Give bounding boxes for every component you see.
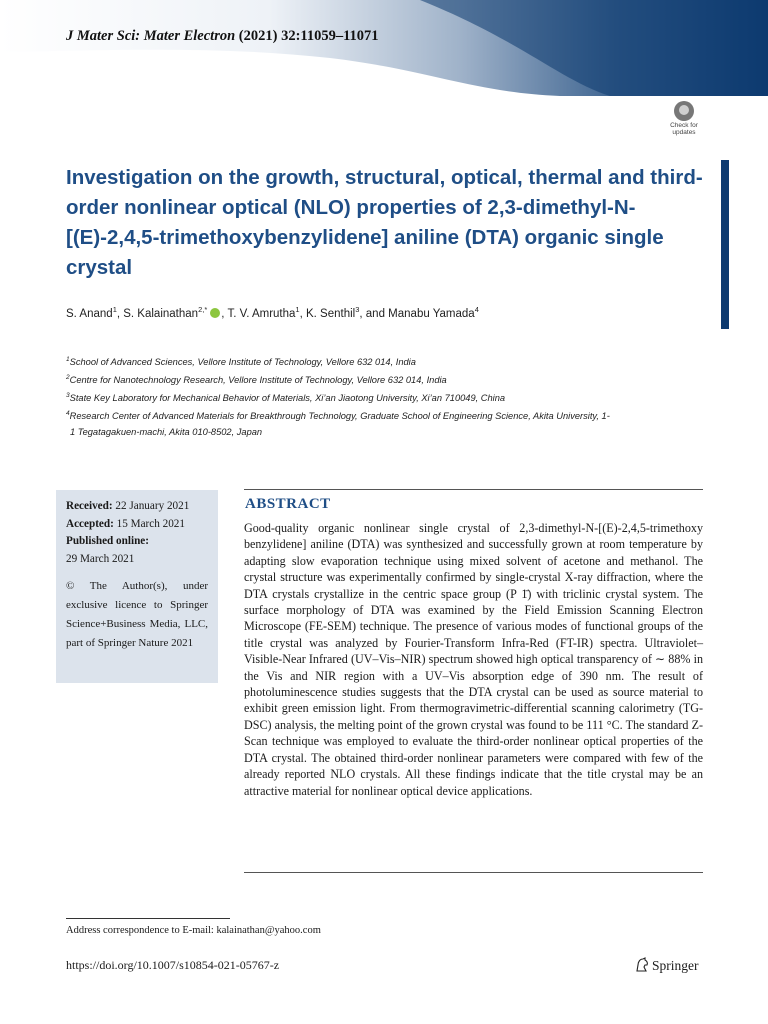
check-for-updates-badge[interactable] <box>666 101 702 135</box>
author-name: K. Senthil <box>305 307 356 320</box>
journal-name: J Mater Sci: Mater Electron <box>66 28 236 44</box>
title-accent-bar <box>721 160 729 329</box>
article-info-box: Received: 22 January 2021 Accepted: 15 March 2021 Published online: 29 March 2021 © The Author(s), under exclusive licence to Springer Science+Business Media, LLC, part of Springer Nature 2021 <box>56 490 218 683</box>
author-name: T. V. Amrutha <box>227 307 296 320</box>
author-list: S. Anand$^1$, S. Kalainathan$^{2,*}$ , T. V. Amrutha$^1$, K. Senthil$^3$, and Manabu Yamada$^4$ <box>66 305 479 320</box>
received-date: 22 January 2021 <box>115 500 190 512</box>
check-updates-line1: Check for <box>670 122 698 129</box>
affiliation: $^1$School of Advanced Sciences, Vellore Institute of Technology, Vellore 632 014, India <box>66 356 416 368</box>
abstract-text: Good-quality organic nonlinear single crystal of 2,3-dimethyl-N-[(E)-2,4,5-trimethoxy benzylidene] aniline (DTA) was synthesized and successfully grown at room temperature by adapting slow evaporation technique using mixed solvent of acetone and methanol. The crystal structure was experimentally confirmed by single-crystal X-ray diffraction, where the DTA crystals crystallize in the centric space group (P 1̄) with triclinic crystal system. The surface morphology of DTA was examined by the Field Emission Scanning Electron Microscope (FE-SEM) technique. The presence of various modes of functional groups of the title crystal was analyzed by Fourier-Transform Infra-Red (FT-IR) spectra. Ultraviolet–Visible-Near Infrared (UV–Vis–NIR) spectrum showed high optical transparency of ∼ 88% in the Vis and NIR region with a UV–Vis absorption edge of 390 nm. The result of photoluminescence studies suggests that the DTA crystal can be used as source material to exhibit green emission light. From thermogravimetric-differential scanning calorimetry (TG-DSC) analysis, the melting point of the grown crystal was found to be 111 °C. The standard Z-Scan technique was employed to evaluate the third-order nonlinear optical properties of the DTA crystal. The obtained third-order nonlinear parameters were compared with few of the already reported NLO crystals. All these findings indicate that the title crystal may be an attractive material for nonlinear optical device applications. <box>244 521 703 798</box>
affiliation: $^4$Research Center of Advanced Materials for Breakthrough Technology, Graduate School of Engineering Science, Akita University, 1- <box>66 410 610 422</box>
published-date: 29 March 2021 <box>66 552 135 565</box>
orcid-icon[interactable] <box>210 308 220 318</box>
correspondence-footnote: Address correspondence to E-mail: kalainathan@yahoo.com <box>66 925 321 936</box>
check-updates-icon <box>674 101 694 121</box>
affiliations <box>66 352 686 440</box>
abstract-bottom-rule <box>244 872 703 873</box>
springer-logo <box>634 957 699 974</box>
journal-citation <box>66 28 379 45</box>
header-banner <box>0 0 768 96</box>
copyright-notice: © The Author(s), under exclusive licence to Springer Science+Business Media, LLC, part of Springer Nature 2021 <box>66 580 208 649</box>
abstract-top-rule <box>244 489 703 490</box>
accepted-date: 15 March 2021 <box>116 517 185 530</box>
author-name: Manabu Yamada <box>388 307 475 320</box>
publisher-name: Springer <box>652 958 699 973</box>
affiliation-continued: 1 Tegatagakuen-machi, Akita 010-8502, Japan <box>70 427 263 438</box>
check-updates-line2: updates <box>672 129 696 136</box>
affiliation: $^2$Centre for Nanotechnology Research, Vellore Institute of Technology, Vellore 632 014, India <box>66 374 447 386</box>
paper-title: Investigation on the growth, structural, optical, thermal and third-order nonlinear optical (NLO) properties of 2,3-dimethyl-N-[(E)-2,4,5-trimethoxybenzylidene] aniline (DTA) organic single crystal <box>66 166 703 279</box>
abstract-heading: ABSTRACT <box>245 496 331 512</box>
doi-link[interactable]: https://doi.org/10.1007/s10854-021-05767-z <box>66 958 280 972</box>
citation: (2021) 32:11059–11071 <box>238 28 379 44</box>
author-name: S. Kalainathan <box>123 307 199 320</box>
springer-horse-icon <box>634 957 650 973</box>
affiliation: $^3$State Key Laboratory for Mechanical Behavior of Materials, Xi’an Jiaotong University, Xi’an 710049, China <box>66 392 506 404</box>
footnote-rule <box>66 918 230 919</box>
author-name: S. Anand <box>66 307 113 320</box>
